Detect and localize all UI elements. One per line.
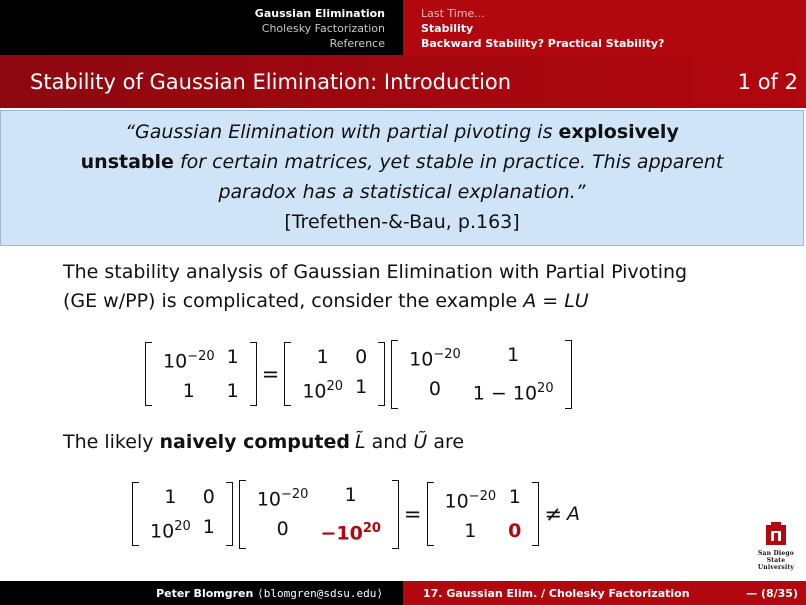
footer-bar	[0, 581, 806, 605]
matrix-cell-highlight: 0	[508, 520, 522, 543]
quote-line-1	[1, 117, 803, 147]
quote-bold: unstable	[80, 151, 174, 173]
matrix-cell: 1	[355, 376, 368, 399]
math-var-A: A	[523, 290, 537, 312]
matrix-cell: $1 - 10^{20}$	[472, 381, 554, 405]
intro-paragraph	[63, 258, 763, 316]
matrix-L	[284, 342, 385, 406]
matrix-cell: 1	[226, 346, 239, 369]
math-equals: =	[536, 290, 565, 312]
matrix-cell: 1	[226, 380, 239, 403]
math-not-equal: ≠	[544, 502, 562, 527]
quote-line-3: paradox has a statistical explanation.”	[218, 181, 586, 203]
quote-text: for certain matrices, yet stable in practice. This apparent	[173, 151, 724, 173]
matrix-U-tilde	[239, 480, 399, 549]
matrix-cell: 1	[464, 520, 477, 543]
footer-author-name: Peter Blomgren	[156, 587, 258, 600]
matrix-cell: $10^{-20}$	[409, 347, 461, 371]
math-var-U-tilde: Ũ	[413, 431, 428, 453]
sdsu-shield-icon	[765, 522, 787, 546]
matrix-cell: 0	[276, 518, 289, 541]
matrix-cell: 0	[428, 378, 442, 401]
frame-page-indicator: 1 of 2	[737, 70, 798, 94]
footer-lecture-info	[403, 581, 806, 605]
matrix-cell: 1	[316, 346, 329, 369]
matrix-cell: 0	[202, 486, 215, 509]
matrix-cell: $10^{-20}$	[163, 349, 215, 373]
nav-section-cholesky[interactable]: Cholesky Factorization	[261, 22, 385, 35]
subsection-nav-right	[403, 0, 806, 55]
matrix-cell: $10^{-20}$	[256, 487, 309, 511]
nav-section-gaussian-elimination[interactable]: Gaussian Elimination	[254, 7, 385, 20]
matrix-cell: $10^{20}$	[302, 379, 344, 403]
nav-section-reference[interactable]: Reference	[329, 37, 385, 50]
math-equals: =	[403, 502, 422, 527]
equation-A-equals-LU	[145, 340, 572, 409]
matrix-cell: 1	[202, 516, 215, 539]
quote-line-2	[1, 147, 803, 177]
university-logo	[748, 522, 804, 571]
intro-text: (GE w/PP) is complicated, consider the example	[63, 290, 524, 312]
footer-lecture-title: 17. Gaussian Elim. / Cholesky Factorization	[423, 587, 690, 600]
section-nav-left	[0, 0, 403, 55]
matrix-cell: 1	[164, 486, 177, 509]
quote-text: “Gaussian Elimination with partial pivoting is	[125, 121, 559, 143]
section-navigation	[0, 0, 806, 55]
matrix-cell: 1	[344, 484, 357, 506]
naive-computation-sentence	[63, 428, 464, 457]
quote-source: [Trefethen-&-Bau, p.163]	[284, 211, 520, 233]
matrix-cell: 1	[508, 486, 521, 509]
frame-title: Stability of Gaussian Elimination: Introduction	[30, 70, 512, 94]
sentence-text: and	[365, 431, 414, 453]
math-var-LU: LU	[564, 290, 589, 312]
footer-email: ⟨blomgren@sdsu.edu⟩	[257, 587, 383, 600]
frame-title-bar	[0, 55, 806, 108]
matrix-cell: $10^{-20}$	[444, 489, 497, 513]
intro-line-2	[63, 287, 763, 316]
quote-bold: explosively	[558, 121, 679, 143]
quote-block	[0, 110, 804, 246]
matrix-cell-highlight: $-10^{20}$	[320, 521, 381, 545]
math-equals: =	[261, 362, 280, 387]
matrix-cell: 1	[182, 380, 195, 403]
sentence-text: are	[427, 431, 465, 453]
matrix-L-tilde	[132, 482, 233, 546]
logo-text-line-2: University	[757, 564, 795, 571]
matrix-U	[391, 340, 571, 409]
nav-subsection-last-time[interactable]: Last Time...	[421, 7, 485, 20]
matrix-cell: 0	[355, 346, 368, 369]
math-var-A: A	[567, 503, 580, 526]
nav-subsection-stability[interactable]: Stability	[421, 22, 474, 35]
math-var-L-tilde: L̃	[354, 431, 366, 453]
matrix-cell: 1	[507, 344, 520, 366]
nav-subsection-backward-stability[interactable]: Backward Stability? Practical Stability?	[421, 37, 665, 50]
matrix-cell: $10^{20}$	[150, 519, 191, 543]
logo-text-line-1: San Diego State	[758, 550, 794, 564]
footer-page-counter: — (8/35)	[746, 587, 798, 600]
equation-naive-product	[132, 480, 580, 549]
sentence-bold: naively computed	[159, 431, 350, 453]
sentence-text: The likely	[63, 431, 160, 453]
footer-author	[0, 581, 403, 605]
intro-line-1: The stability analysis of Gaussian Elimination with Partial Pivoting	[63, 261, 688, 283]
matrix-A	[145, 342, 257, 406]
matrix-product	[427, 482, 540, 546]
